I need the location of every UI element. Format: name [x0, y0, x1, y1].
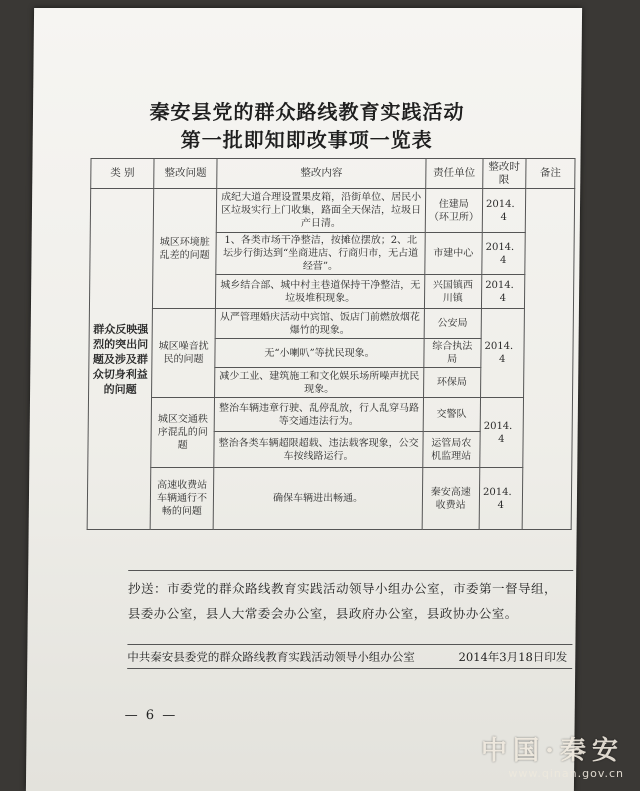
doc-title-line1: 秦安县党的群众路线教育实践活动 [149, 100, 465, 124]
content-cell: 减少工业、建筑施工和文化娱乐场所噪声扰民现象。 [215, 368, 424, 398]
unit-cell: 市建中心 [425, 233, 482, 275]
unit-cell: 兴国镇西川镇 [424, 275, 481, 309]
remark-cell [522, 189, 575, 530]
printer-line [127, 649, 567, 665]
table-row [88, 398, 572, 432]
deadline-cell: 2014．4 [482, 189, 526, 233]
issue-cell: 高速收费站车辆通行不畅的问题 [150, 468, 214, 530]
cc-text: 抄送：市委党的群众路线教育实践活动领导小组办公室，市委第一督导组，县委办公室，县人大常委会办公室，县政府办公室，县政协办公室。 [127, 581, 558, 621]
unit-cell: 交警队 [423, 398, 480, 432]
doc-title-line2: 第一批即知即改事项一览表 [180, 128, 433, 152]
table-row [90, 189, 574, 233]
header-remark: 备注 [526, 159, 575, 189]
print-date: 2014年3月18日印发 [458, 650, 568, 664]
issue-cell: 城区交通秩序混乱的问题 [151, 398, 215, 468]
content-cell: 从严管理婚庆活动中宾馆、饭店门前燃放烟花爆竹的现象。 [215, 309, 424, 339]
content-cell: 城乡结合部、城中村主巷道保持干净整洁，无垃圾堆积现象。 [216, 275, 425, 309]
content-cell: 整治各类车辆超限超载、违法载客现象，公交车按线路运行。 [214, 432, 423, 468]
content-cell: 整治车辆违章行驶、乱停乱放，行人乱穿马路等交通违法行为。 [214, 398, 423, 432]
rectification-table [87, 158, 576, 530]
divider-top [128, 570, 573, 571]
content-cell: 成纪大道合理设置果皮箱，沿街单位、居民小区垃圾实行上门收集，路面全天保洁，垃圾日产日清。 [216, 189, 425, 233]
content-cell: 无“小喇叭”等扰民现象。 [215, 339, 424, 368]
unit-cell: 秦安高速收费站 [422, 468, 479, 530]
unit-cell: 公安局 [424, 309, 481, 339]
header-unit: 责任单位 [426, 159, 483, 189]
table-row [87, 468, 572, 530]
unit-cell: 综合执法局 [424, 339, 481, 368]
deadline-cell: 2014．4 [479, 398, 523, 468]
header-category: 类 别 [91, 159, 154, 189]
site-watermark [481, 730, 624, 780]
table-row [89, 309, 573, 339]
header-deadline: 整改时限 [482, 159, 526, 189]
divider-bottom [127, 668, 572, 669]
watermark-name: 中国·秦安 [480, 736, 624, 766]
table-header-row [91, 159, 575, 189]
header-issue: 整改问题 [154, 159, 217, 189]
header-content: 整改内容 [217, 159, 426, 189]
category-cell: 群众反映强烈的突出问题及涉及群众切身利益的问题 [87, 189, 154, 530]
divider-middle [127, 644, 572, 645]
watermark-url: www.qinan.gov.cn [508, 767, 624, 780]
printer-name: 中共秦安县委党的群众路线教育实践活动领导小组办公室 [127, 650, 415, 664]
content-cell: 1、各类市场干净整洁，按摊位摆放；2、北坛步行街达到“坐商进店、行商归市，无占道经营”。 [216, 233, 425, 275]
issue-cell: 城区噪音扰民的问题 [152, 309, 216, 398]
deadline-cell: 2014．4 [481, 233, 525, 275]
unit-cell: 运管局农机监理站 [423, 432, 480, 468]
deadline-cell: 2014．4 [479, 468, 523, 530]
unit-cell: 住建局（环卫所） [425, 189, 482, 233]
page-number: — 6 — [124, 708, 178, 723]
deadline-cell: 2014．4 [481, 275, 525, 309]
document-page [26, 8, 582, 791]
content-cell: 确保车辆进出畅通。 [213, 468, 422, 530]
deadline-cell: 2014．4 [480, 309, 524, 398]
issue-cell: 城区环境脏乱差的问题 [153, 189, 217, 309]
unit-cell: 环保局 [423, 368, 480, 398]
